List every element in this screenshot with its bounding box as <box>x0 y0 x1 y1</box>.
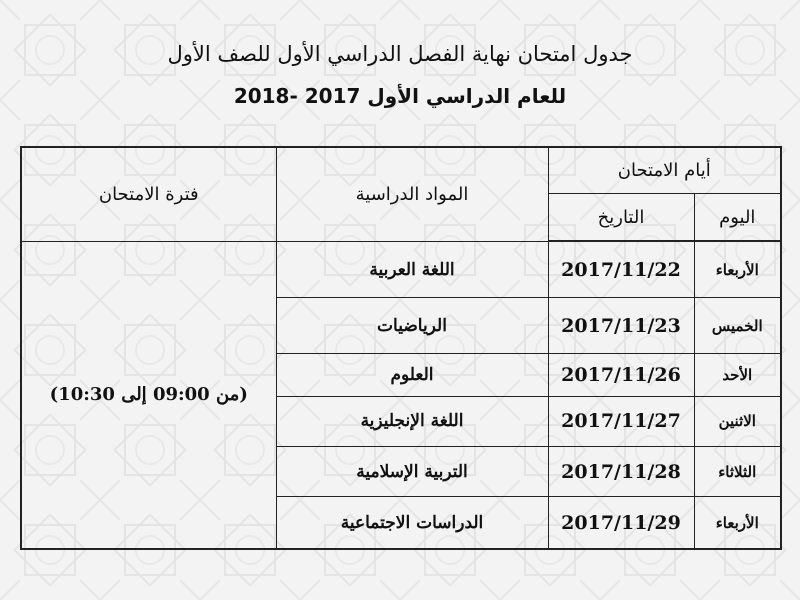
date-cell: 2017/11/27 <box>548 396 694 446</box>
subject-cell: الدراسات الاجتماعية <box>276 497 548 549</box>
date-cell: 2017/11/29 <box>548 497 694 549</box>
table-row <box>21 241 781 297</box>
date-cell: 2017/11/23 <box>548 298 694 354</box>
exam-time-cell: (من 09:00 إلى 10:30) <box>21 241 276 549</box>
day-cell: الخميس <box>694 298 781 354</box>
subjects-header: المواد الدراسية <box>276 147 548 241</box>
page-subtitle: للعام الدراسي الأول 2017 -2018 <box>233 84 567 108</box>
date-header: التاريخ <box>548 193 694 241</box>
subject-cell: اللغة الإنجليزية <box>276 396 548 446</box>
day-cell: الاثنين <box>694 396 781 446</box>
date-cell: 2017/11/22 <box>548 241 694 297</box>
day-cell: الأربعاء <box>694 497 781 549</box>
exam-period-header: فترة الامتحان <box>21 147 276 241</box>
subject-cell: الرياضيات <box>276 298 548 354</box>
exam-schedule-table <box>20 146 782 550</box>
date-cell: 2017/11/26 <box>548 354 694 396</box>
subject-cell: التربية الإسلامية <box>276 446 548 496</box>
day-header: اليوم <box>694 193 781 241</box>
subject-cell: اللغة العربية <box>276 241 548 297</box>
exam-days-header: أيام الامتحان <box>548 147 781 193</box>
day-cell: الأربعاء <box>694 241 781 297</box>
subject-cell: العلوم <box>276 354 548 396</box>
page-title: جدول امتحان نهاية الفصل الدراسي الأول للصف الأول <box>167 42 633 66</box>
day-cell: الأحد <box>694 354 781 396</box>
day-cell: الثلاثاء <box>694 446 781 496</box>
date-cell: 2017/11/28 <box>548 446 694 496</box>
